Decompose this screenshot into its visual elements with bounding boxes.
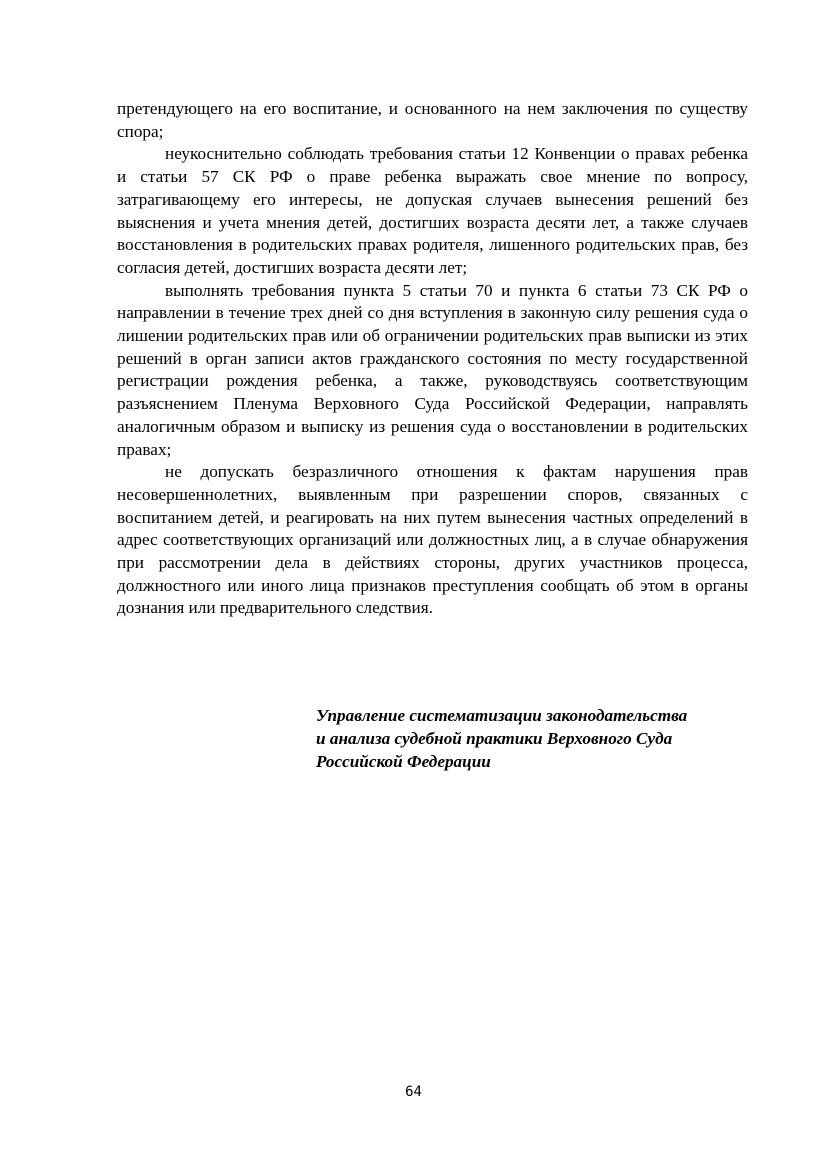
paragraph-article-70-73: выполнять требования пункта 5 статьи 70 и пункта 6 статьи 73 СК РФ о направлении в течение трех дней со дня вступления в законную силу решения суда о лишении родительских прав или об ограничении родительских прав выписки из этих решений в орган записи актов гражданского состояния по месту государственной регистрации рождения ребенка, а также, руководствуясь соответствующим разъяснением Пленума Верховного Суда Российской Федерации, направлять аналогичным образом и выписку из решения суда о восстановлении в родительских правах; <box>117 280 748 459</box>
signature-line-2: и анализа судебной практики Верховного Суда <box>316 729 673 748</box>
paragraph-continuation: претендующего на его воспитание, и основанного на нем заключения по существу спора; <box>117 99 748 141</box>
paragraph-private-rulings: не допускать безразличного отношения к фактам нарушения прав несовершеннолетних, выявленным при разрешении споров, связанных с воспитанием детей, и реагировать на них путем вынесения частных определений в адрес соответствующих организаций или должностных лиц, а в случае обнаружения при рассмотрении дела в действиях стороны, других участников процесса, должностного или иного лица признаков преступления сообщать об этом в органы дознания или предварительного следствия. <box>117 462 748 618</box>
body-text <box>117 98 748 620</box>
page-number: 64 <box>405 1084 422 1100</box>
signature-line-3: Российской Федерации <box>316 752 491 771</box>
paragraph-article-12: неукоснительно соблюдать требования статьи 12 Конвенции о правах ребенка и статьи 57 СК РФ о праве ребенка выражать свое мнение по вопросу, затрагивающему его интересы, не допуская случаев вынесения решений без выяснения и учета мнения детей, достигших возраста десяти лет, а также случаев восстановления в родительских правах родителя, лишенного родительских прав, без согласия детей, достигших возраста десяти лет; <box>117 144 748 277</box>
signature-block <box>316 704 756 773</box>
signature-line-1: Управление систематизации законодательства <box>316 706 688 725</box>
